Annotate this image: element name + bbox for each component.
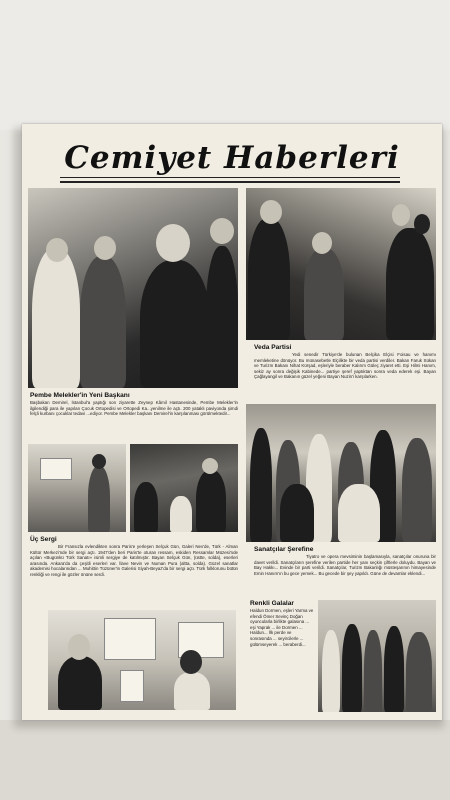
photo-sanatcilar-serefine	[246, 404, 436, 542]
photo-sergi-selcuk-gun	[28, 444, 126, 532]
background-wall	[0, 0, 450, 130]
caption-veda-partisi: Yedi senedir Türkiye'de bulunan Belçika Elçisi Foisau ve hanımı memleketine dönüyor. Bu münasebetle Elçilikte bir veda partisi verdiler. Bakan Faruk Sükan ve Turizm Bakanı Nihat Kürşad, eşleriyle beraber Kalırım Güleç ziyaret etti. Eşi Hilmi Hanım, sekiz ay sonra değişik Kabinede... partiye şeref yaptıktan sonra veda ederek eşi. Bayan Çağlayangil ve Bakanın güzel yeğeni Bayan Nuzin'i karşılarken.	[254, 352, 436, 380]
caption-uc-sergi: Bir Fransızla evlendikten sonra Paris'e yerleşen Selçuk Gün, Galeri Nev'de, Türk - Alman Kültür Merkezi'nde bir sergi açtı. 1947'den beri Paris'te oturan ressam, eskiden Ressamlar Müzesi'nde açılan «Bugünkü Türk Sanatı» isimli sergiye de katılmıştır. Bayan Selçuk Gün, (üstte, solda), eserleri arasında. Ankara'da da çeşitli eserleri var. İlave Nevin ve Numan Pura (altta, solda). Güzel sanatlar akademisi hocalarından ... Muhittin Tüzüner'in Galerisi Siyah-Beyaz'da bir sergi açtı. Türk folklorunu bütün renkliği ve rengi ile gözler önüne serdi.	[30, 544, 238, 577]
title-rule-bottom	[60, 181, 400, 183]
photo-sergi-nevin-numan	[130, 444, 238, 532]
painting	[104, 618, 156, 660]
caption-sanatcilar-serefine: Tiyatro ve opera mevsiminin başlamasıyla, sanatçılar onuruna bir davet verildi. Sanatçıların şerefine verilen partide her yanı seçkin çiftlerle doluydu. Bayan ve Bay Hakkı... Evinde bir parti verildi. Sanatçılar, Turizm Bakanlığı müsteşarının himayesinde Emin Hanım'ın bu gece yemek... Bu gecede bir şey yapıldı. Güne de devamlar eklendi...	[254, 554, 436, 576]
figure-demirel	[140, 260, 210, 388]
photo-veda-partisi	[246, 188, 436, 340]
figure-nurse	[32, 248, 80, 388]
painting	[40, 458, 72, 480]
heading-sanatcilar-serefine: Sanatçılar Şerefine	[254, 546, 314, 553]
heading-renkli-galalar: Renkli Galalar	[250, 600, 294, 607]
heading-veda-partisi: Veda Partisi	[254, 344, 292, 351]
caption-pembe-melekler: Başbakan Demirel, İstanbul'a yaptığı son ziyarette Zeynep Kâmil Hastanesinde, Pembe Melekler'in ilgilendiği para ile yapılan Çocuk Ortopedisi ve Ortopedi Ka...yenilme ile açtı. 200 yataklı paviyonda şimdi felçli kurbanı çocuklar tedavi ...ediyor. Pembe Melekler başkanı Demirel'in karşılanması görülmektedir...	[30, 400, 238, 417]
magazine-page	[22, 124, 442, 720]
photo-sergi-tuzuner	[48, 610, 236, 710]
photo-renkli-galalar	[318, 600, 436, 712]
heading-pembe-melekler: Pembe Melekler'in Yeni Başkanı	[30, 392, 130, 399]
caption-renkli-galalar: Haldun Dormen, eşleri Yarma ve efendi Ömer Sevinç Doğan oyuncularla birlikte galasına ... eşi Yaprak ... ile Dormen ... Haldun... İlk perde ve sonrasında ... seyircilerle ... gülümseyerek ... beraberdi...	[250, 608, 314, 647]
painting	[120, 670, 144, 702]
heading-uc-sergi: Üç Sergi	[30, 536, 57, 543]
title-rule-top	[60, 177, 400, 178]
page-title: Cemiyet Haberleri	[64, 140, 400, 176]
background-table	[0, 720, 450, 800]
photo-pembe-melekler	[28, 188, 238, 388]
